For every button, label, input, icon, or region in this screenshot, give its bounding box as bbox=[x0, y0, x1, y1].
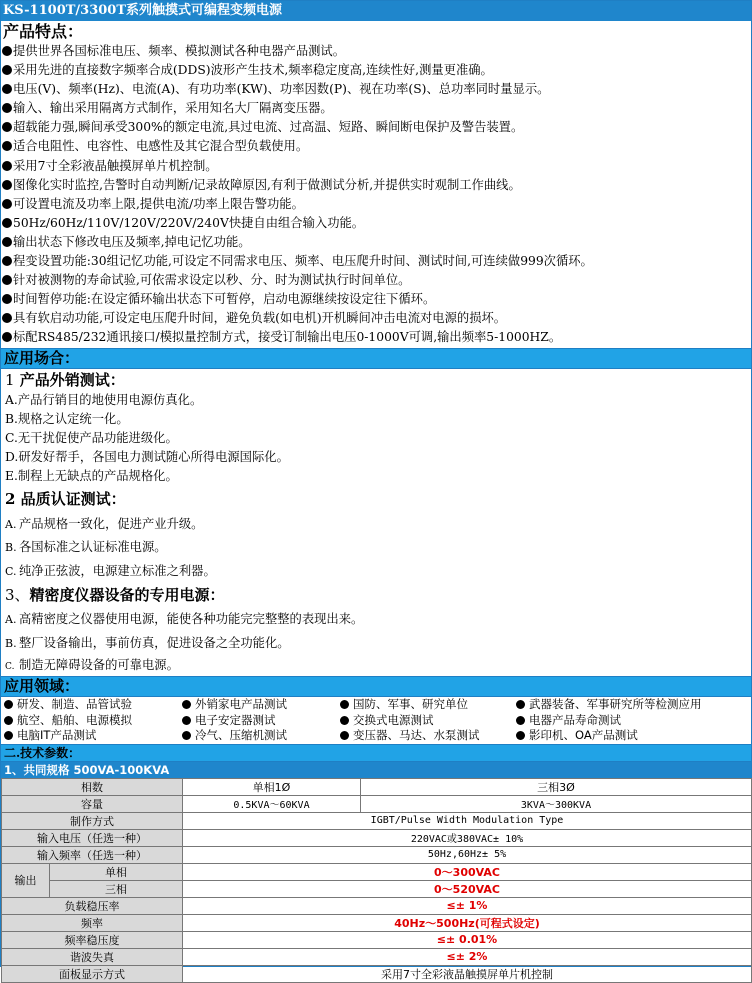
bullet-dot bbox=[182, 731, 191, 740]
feature-item: 电压(V)、频率(Hz)、电流(A)、有功功率(KW)、功率因数(P)、视在功率(S)、总功率同时量显示。 bbox=[1, 80, 751, 99]
spec-value: 50Hz,60Hz± 5% bbox=[183, 846, 752, 863]
field-item: 交换式电源测试 bbox=[337, 713, 513, 729]
field-item: 外销家电产品测试 bbox=[179, 697, 337, 713]
bullet-dot bbox=[2, 84, 12, 94]
feature-item: 输入、输出采用隔离方式制作，采用知名大厂隔离变压器。 bbox=[1, 99, 751, 118]
bullet-dot bbox=[4, 716, 13, 725]
app-item: B.规格之认定统一化。 bbox=[5, 411, 129, 426]
spec-value: ≤± 1% bbox=[183, 897, 752, 914]
feature-item: 50Hz/60Hz/110V/120V/220V/240V快捷自由组合输入功能。 bbox=[1, 214, 751, 233]
spec-label: 三相 bbox=[50, 880, 183, 897]
feature-item: 标配RS485/232通讯接口/模拟量控制方式，接受订制输出电压0-1000V可调,输出频率5-1000HZ。 bbox=[1, 328, 751, 347]
spec-value: IGBT/Pulse Width Modulation Type bbox=[183, 812, 752, 829]
feature-item: 适合电阻性、电容性、电感性及其它混合型负载使用。 bbox=[1, 137, 751, 156]
table-row bbox=[2, 897, 752, 914]
spec-label: 单相 bbox=[50, 863, 183, 880]
app-item: E.制程上无缺点的产品规格化。 bbox=[5, 468, 178, 483]
app-item: B. 各国标准之认证标准电源。 bbox=[5, 540, 167, 554]
applications-heading: 应用场合： bbox=[1, 348, 751, 369]
table-row bbox=[2, 914, 752, 931]
spec-label: 频率稳压度 bbox=[2, 931, 183, 948]
spec-label: 频率 bbox=[2, 914, 183, 931]
spec-value: 三相3Ø bbox=[361, 778, 752, 795]
feature-item: 可设置电流及功率上限,提供电流/功率上限告警功能。 bbox=[1, 195, 751, 214]
spec-label: 容量 bbox=[2, 795, 183, 812]
field-item: 冷气、压缩机测试 bbox=[179, 728, 337, 744]
bullet-dot bbox=[182, 700, 191, 709]
bullet-dot bbox=[2, 103, 12, 113]
bullet-dot bbox=[516, 731, 525, 740]
feature-item: 时间暂停功能:在设定循环输出状态下可暂停，启动电源继续按设定往下循环。 bbox=[1, 290, 751, 309]
feature-item: 采用7寸全彩液晶触摸屏单片机控制。 bbox=[1, 157, 751, 176]
field-item: 变压器、马达、水泵测试 bbox=[337, 728, 513, 744]
bullet-dot bbox=[340, 700, 349, 709]
bullet-dot bbox=[182, 716, 191, 725]
field-item: 航空、船舶、电源模拟 bbox=[1, 713, 179, 729]
bullet-dot bbox=[2, 161, 12, 171]
fields-row bbox=[1, 713, 751, 729]
bullet-dot bbox=[2, 65, 12, 75]
spec-value: 40Hz～500Hz(可程式设定) bbox=[183, 914, 752, 931]
table-row bbox=[2, 829, 752, 846]
spec-label: 谐波失真 bbox=[2, 948, 183, 965]
feature-item: 程变设置功能:30组记忆功能,可设定不同需求电压、频率、电压爬升时间、测试时间,可连续做999次循环。 bbox=[1, 252, 751, 271]
spec-value: ≤± 0.01% bbox=[183, 931, 752, 948]
spec-label: 面板显示方式 bbox=[2, 965, 183, 982]
bullet-dot bbox=[4, 700, 13, 709]
app-group-3-title: 3、精密度仪器设备的专用电源： bbox=[5, 586, 225, 604]
table-row bbox=[2, 965, 752, 982]
bullet-dot bbox=[2, 332, 12, 342]
bullet-dot bbox=[516, 700, 525, 709]
table-row bbox=[2, 778, 752, 795]
bullet-dot bbox=[2, 237, 12, 247]
bullet-dot bbox=[516, 716, 525, 725]
spec-value: 单相1Ø bbox=[183, 778, 361, 795]
feature-item: 提供世界各国标准电压、频率、模拟测试各种电器产品测试。 bbox=[1, 42, 751, 61]
spec-value: 220VAC或380VAC± 10% bbox=[183, 829, 752, 846]
bullet-dot bbox=[2, 141, 12, 151]
app-item: B. 整厂设备输出，事前仿真，促进设备之全功能化。 bbox=[5, 635, 290, 650]
field-item: 武器装备、军事研究所等检测应用 bbox=[513, 697, 751, 713]
field-item: 电器产品寿命测试 bbox=[513, 713, 751, 729]
page-title: KS-1100T/3300T系列触摸式可编程变频电源 bbox=[1, 1, 751, 21]
spec-label: 相数 bbox=[2, 778, 183, 795]
fields-grid bbox=[1, 697, 751, 744]
bullet-dot bbox=[2, 46, 12, 56]
fields-row bbox=[1, 728, 751, 744]
spec-value: ≤± 2% bbox=[183, 948, 752, 965]
spec-label: 输出 bbox=[2, 863, 50, 897]
spec-label: 输入频率（任选一种） bbox=[2, 846, 183, 863]
spec-value: 采用7寸全彩液晶触摸屏单片机控制 bbox=[183, 965, 752, 982]
features-heading: 产品特点： bbox=[3, 22, 84, 41]
feature-item: 采用先进的直接数字频率合成(DDS)波形产生技术,频率稳定度高,连续性好,测量更准确。 bbox=[1, 61, 751, 80]
bullet-dot bbox=[4, 731, 13, 740]
field-item: 研发、制造、品管试验 bbox=[1, 697, 179, 713]
field-item: 国防、军事、研究单位 bbox=[337, 697, 513, 713]
bullet-dot bbox=[2, 313, 12, 323]
bullet-dot bbox=[2, 256, 12, 266]
feature-item: 图像化实时监控,告警时自动判断/记录故障原因,有利于做测试分析,并提供实时观制工作曲线。 bbox=[1, 176, 751, 195]
bullet-dot bbox=[2, 294, 12, 304]
feature-item: 针对被测物的寿命试验,可依需求设定以秒、分、时为测试执行时间单位。 bbox=[1, 271, 751, 290]
bullet-dot bbox=[340, 716, 349, 725]
field-item: 电脑IT产品测试 bbox=[1, 728, 179, 744]
table-row bbox=[2, 863, 752, 880]
features-list bbox=[1, 42, 751, 348]
bullet-dot bbox=[2, 275, 12, 285]
feature-item: 超载能力强,瞬间承受300%的额定电流,具过电流、过高温、短路、瞬间断电保护及警告装置。 bbox=[1, 118, 751, 137]
fields-heading: 应用领域： bbox=[1, 676, 751, 697]
app-item: A.产品行销目的地使用电源仿真化。 bbox=[5, 392, 203, 407]
app-item: A. 高精密度之仪器使用电源，能使各种功能完完整整的表现出来。 bbox=[5, 612, 364, 626]
field-item: 影印机、OA产品测试 bbox=[513, 728, 751, 744]
bullet-dot bbox=[2, 180, 12, 190]
table-row bbox=[2, 948, 752, 965]
app-item: C.无干扰促使产品功能进级化。 bbox=[5, 430, 178, 445]
bullet-dot bbox=[2, 122, 12, 132]
spec-label: 输入电压（任选一种） bbox=[2, 829, 183, 846]
bullet-dot bbox=[2, 199, 12, 209]
app-item: A. 产品规格一致化，促进产业升级。 bbox=[5, 516, 204, 531]
feature-item: 具有软启动功能,可设定电压爬升时间，避免负载(如电机)开机瞬间冲击电流对电源的损坏。 bbox=[1, 309, 751, 328]
field-item: 电子安定器测试 bbox=[179, 713, 337, 729]
feature-item: 输出状态下修改电压及频率,掉电记忆功能。 bbox=[1, 233, 751, 252]
app-item: C. 纯净正弦波，电源建立标准之利器。 bbox=[5, 563, 216, 578]
table-row bbox=[2, 931, 752, 948]
app-item: D.研发好帮手，各国电力测试随心所得电源国际化。 bbox=[5, 449, 289, 464]
table-row bbox=[2, 812, 752, 829]
table-row bbox=[2, 880, 752, 897]
app-group-1-title: 1 产品外销测试： bbox=[5, 370, 125, 389]
table-row bbox=[2, 795, 752, 812]
spec-value: 3KVA～300KVA bbox=[361, 795, 752, 812]
bullet-dot bbox=[340, 731, 349, 740]
spec-table bbox=[1, 778, 752, 983]
spec-label: 制作方式 bbox=[2, 812, 183, 829]
spec-label: 负载稳压率 bbox=[2, 897, 183, 914]
specs-heading: 二.技术参数： bbox=[1, 744, 751, 762]
app-item: C. 制造无障碍设备的可靠电源。 bbox=[5, 658, 179, 672]
spec-value: 0.5KVA～60KVA bbox=[183, 795, 361, 812]
fields-row bbox=[1, 697, 751, 713]
table-row bbox=[2, 846, 752, 863]
specs-subheading: 1、共同规格 500VA-100KVA bbox=[1, 762, 751, 778]
bullet-dot bbox=[2, 218, 12, 228]
spec-value: 0～520VAC bbox=[183, 880, 752, 897]
spec-value: 0～300VAC bbox=[183, 863, 752, 880]
app-group-2-title: 2 品质认证测试： bbox=[5, 489, 126, 508]
